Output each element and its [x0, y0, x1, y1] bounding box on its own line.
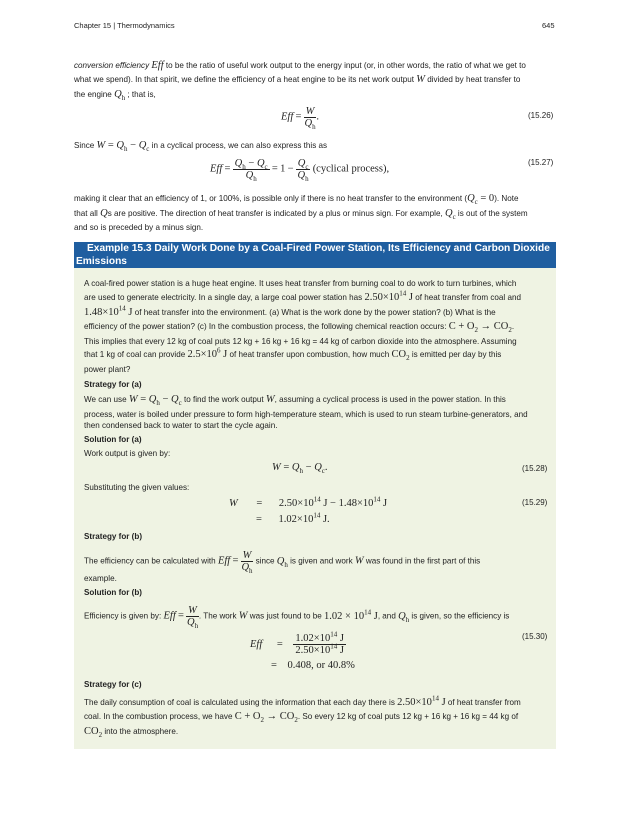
equation-15-28: $W = Q_h - Q_c$. — [272, 462, 328, 476]
solution-b-heading: Solution for (b) — [84, 588, 142, 597]
strategy-c-line-1: The daily consumption of coal is calculated using the information that each day there is $2.50\times 10^{14}$ J of heat transfer from — [84, 694, 521, 708]
strategy-b-heading: Strategy for (b) — [84, 532, 143, 541]
example-p7: power plant? — [84, 365, 131, 374]
strategy-c-line-2: coal. In the combustion process, we have $C + O_2 \to CO_2$. So every 12 kg of coal puts 12 kg + 16 kg + 16 kg = 44 kg of — [84, 711, 519, 725]
example-title: Example 15.3 Daily Work Done by a Coal-Fired Power Station, Its Efficiency and Carbon Dioxide Emissions — [74, 242, 556, 268]
equation-number-15-30: (15.30) — [522, 632, 548, 641]
solution-a-line-2: Substituting the given values: — [84, 483, 190, 492]
strategy-b-line-1: The efficiency can be calculated with Eff = $\frac{W}{Q_h}$ since $Q_h$ is given and work W was found in the first part of this — [84, 550, 481, 576]
strategy-a-line-1: We can use $W = Q_h - Q_c$ to find the work output W, assuming a cyclical process is used in the power station. In this — [84, 394, 506, 408]
strategy-c-heading: Strategy for (c) — [84, 680, 142, 689]
example-p5: This implies that every 12 kg of coal puts 12 kg + 16 kg + 16 kg = 44 kg of carbon dioxide into the atmosphere. Assuming — [84, 337, 517, 346]
example-p1: A coal-fired power station is a huge heat engine. It uses heat transfer from burning coal to do work to turn turbines, which — [84, 279, 517, 288]
example-p2: are used to generate electricity. In a single day, a large coal power station has $2.50\times 10^{14}$ J of heat transfer from coal and — [84, 289, 521, 303]
strategy-a-heading: Strategy for (a) — [84, 380, 142, 389]
equation-15-29-row-2: = $1.02\times 10^{14}$ J. — [256, 511, 330, 525]
solution-a-line-1: Work output is given by: — [84, 449, 171, 458]
intro-line-7: and so is preceded by a minus sign. — [74, 223, 204, 232]
example-p4: efficiency of the power station? (c) In the combustion process, the following chemical reaction occurs: $C + O_2 \to CO_2$. — [84, 321, 515, 335]
page-number: 645 — [542, 21, 555, 30]
example-p3: $1.48\times 10^{14}$ J of heat transfer into the environment. (a) What is the work done by the power station? (b) What is the — [84, 304, 496, 318]
solution-b-line-1: Efficiency is given by: Eff = $\frac{W}{Q_h}$ . The work W was just found to be $1.02 \times 10^{14}$ J, and $Q_h$ is given, so the efficiency is — [84, 605, 510, 631]
equation-number-15-29: (15.29) — [522, 498, 548, 507]
since-line: Since $W = Q_h - Q_c$ in a cyclical process, we can also express this as — [74, 140, 328, 154]
intro-line-5: making it clear that an efficiency of 1, or 100%, is possible only if there is no heat transfer to the environment $(Q_c = 0)$. Note — [74, 193, 519, 207]
solution-a-heading: Solution for (a) — [84, 435, 142, 444]
example-p6: that 1 kg of coal can provide $2.5\times 10^6$ J of heat transfer upon combustion, how much $CO_2$ is emitted per day by this — [84, 346, 502, 363]
equation-number-15-27: (15.27) — [528, 158, 554, 167]
strategy-c-line-3: $CO_2$ into the atmosphere. — [84, 726, 179, 740]
strategy-a-line-2: process, water is boiled under pressure to form high-temperature steam, which is used to run steam turbine-generators, and — [84, 410, 528, 419]
strategy-b-line-2: example. — [84, 574, 117, 583]
intro-line-2: what we spend). In that spirit, we define the efficiency of a heat engine to be its net work output W divided by heat transfer to — [74, 74, 521, 85]
intro-line-6: that all Qs are positive. The direction of heat transfer is indicated by a plus or minus sign. For example, $Q_c$ is out of the system — [74, 208, 528, 222]
running-header: Chapter 15 | Thermodynamics — [74, 21, 175, 30]
strategy-a-line-3: then condensed back to water to start the cycle again. — [84, 421, 278, 430]
equation-15-29-row-1: $W = 2.50\times 10^{14}$ $J - 1.48\times 10^{14}$ J — [229, 495, 388, 509]
equation-number-15-28: (15.28) — [522, 464, 548, 473]
equation-15-26: Eff = $\frac{W}{Q_h}$ . — [281, 106, 320, 132]
equation-number-15-26: (15.26) — [528, 111, 554, 120]
intro-line-1: conversion efficiency Eff to be the ratio of useful work output to the energy input (or, in other words, the ratio of what we get to — [74, 60, 526, 71]
equation-15-30-row-2: = 0.408, or 40.8% — [271, 660, 355, 671]
equation-15-27: Eff = $\frac{Q_h - Q_c}{Q_h}$ = 1 − $\frac{Q_c}{Q_h}$ (cyclical process), — [210, 158, 390, 184]
intro-line-3: the engine $Q_h$ ; that is, — [74, 89, 156, 103]
equation-15-30-row-1: Eff = $\frac{1.02\times 10^{14} J}{2.50\times 10^{14} J}$ — [250, 630, 344, 656]
